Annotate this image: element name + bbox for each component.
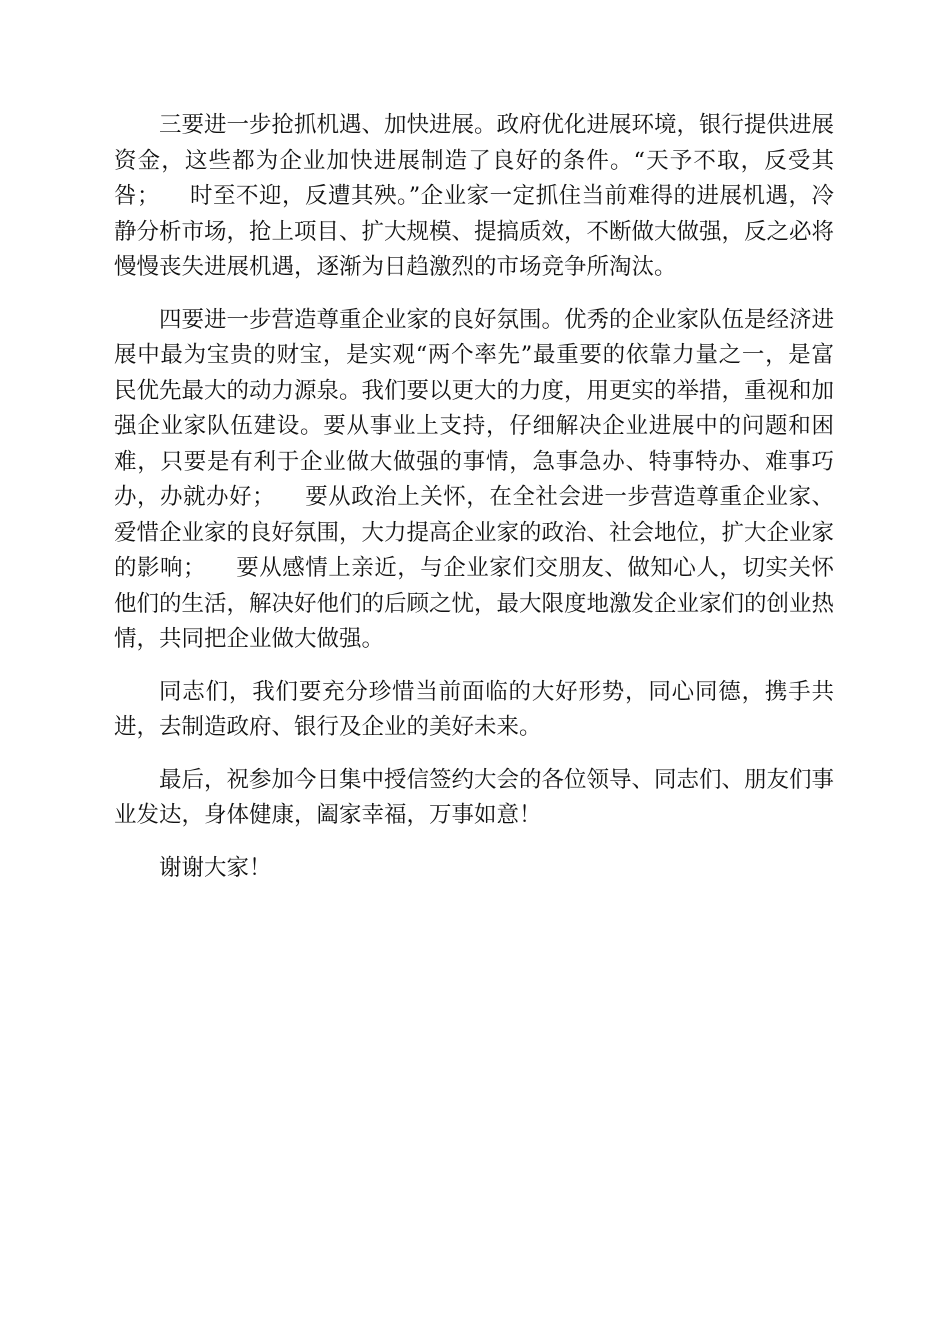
paragraph-respect-entrepreneurs: 四要进一步营造尊重企业家的良好氛围。优秀的企业家队伍是经济进展中最为宝贵的财宝，是实观“两个率先”最重要的依靠力量之一，是富民优先最大的动力源泉。我们要以更大的力度，用更实的举措，重视和加强企业家队伍建设。要从事业上支持，仔细解决企业进展中的问题和困难，只要是有利于企业做大做强的事情，急事急办、特事特办、难事巧办，办就办好； 要从政治上关怀，在全社会进一步营造尊重企业家、爱惜企业家的良好氛围，大力提高企业家的政治、社会地位，扩大企业家的影响； 要从感情上亲近，与企业家们交朋友、做知心人，切实关怀他们的生活，解决好他们的后顾之忧，最大限度地激发企业家们的创业热情，共同把企业做大做强。 [114, 306, 835, 652]
paragraph-seize-opportunities: 三要进一步抢抓机遇、加快进展。政府优化进展环境，银行提供进展资金，这些都为企业加快进展制造了良好的条件。“天予不取，反受其咎； 时至不迎，反遭其殃。”企业家一定抓住当前难得的进展机遇，冷静分析市场，抢上项目、扩大规模、提搞质效，不断做大做强，反之必将慢慢丧失进展机遇，逐渐为日趋激烈的市场竞争所淘汰。 [114, 112, 835, 280]
paragraph-comrades: 同志们，我们要充分珍惜当前面临的大好形势，同心同德，携手共进，去制造政府、银行及企业的美好未来。 [114, 678, 834, 740]
paragraph-thanks: 谢谢大家！ [159, 854, 272, 881]
document-body [114, 108, 834, 903]
paragraph-closing-wishes: 最后，祝参加今日集中授信签约大会的各位领导、同志们、朋友们事业发达，身体健康，阖家幸福，万事如意！ [114, 766, 835, 828]
